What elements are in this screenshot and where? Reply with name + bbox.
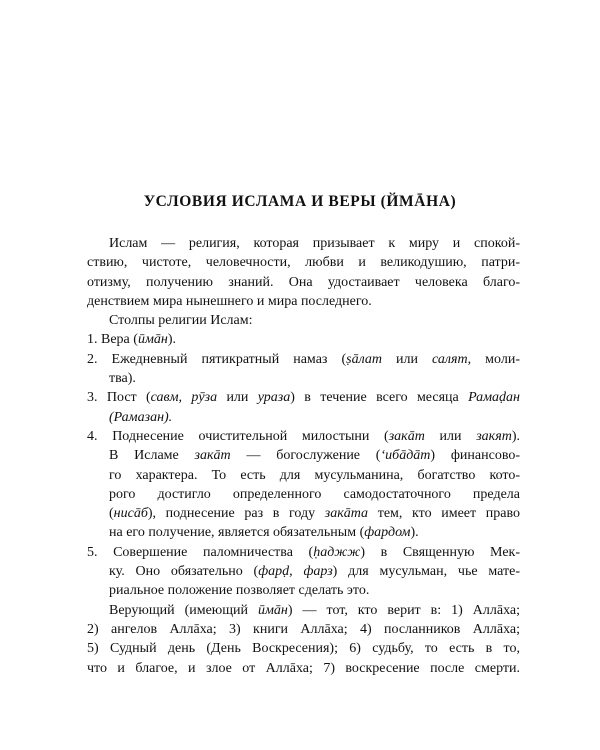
term-text: ḥаджж [313, 544, 361, 560]
pillars-intro: Столпы религии Ислам: [109, 313, 253, 329]
term-text: салят [432, 351, 468, 367]
item-text: ) в Священную Мек- [360, 544, 520, 560]
term-text: ‘ибāдāт [380, 448, 431, 464]
item-text: Верующий (имеющий [109, 602, 258, 618]
list-item-continuation: го характера. То есть для мусульманина, богатство кото- [109, 467, 520, 483]
term-text: закāта [324, 506, 369, 522]
paragraph-line: отизму, получению знаний. Она удостаивает человека благо- [87, 274, 520, 290]
list-item [87, 350, 520, 369]
item-text: ) для мусульман, чье мате- [332, 564, 520, 580]
list-item-continuation: тва). [109, 371, 136, 387]
document-body [87, 234, 520, 678]
term-text: фардом [364, 525, 411, 541]
page-title: УСЛОВИЯ ИСЛАМА И ВЕРЫ (ЙМĀНА) [143, 193, 457, 210]
list-item-continuation: рого достигло определенного самодостаточного предела [109, 486, 520, 502]
list-item-continuation: риальное положение позволяет сделать это. [109, 583, 370, 599]
item-text: 2. Ежедневный пятикратный намаз ( [87, 351, 347, 367]
item-text: на его получение, является обязательным ( [109, 525, 365, 541]
item-text: ). [410, 525, 419, 541]
paragraph-line: 5) Судный день (День Воскресения); 6) судьбу, то есть в то, [87, 641, 520, 657]
item-text: 5. Совершение паломничества ( [87, 544, 314, 560]
item-text: ( [109, 506, 114, 522]
item-text: тем, кто имеет право [368, 506, 520, 522]
paragraph-line [87, 601, 520, 620]
list-item-continuation [87, 408, 520, 427]
term-text: закят [476, 428, 512, 444]
item-text: 3. Пост ( [87, 390, 151, 406]
paragraph-line: что и благое, и злое от Аллāха; 7) воскресение после смерти. [87, 660, 520, 676]
term-text: Рамаḍан [468, 390, 520, 406]
item-text: или [381, 351, 433, 367]
list-item [87, 543, 520, 562]
item-text: 4. Поднесение очистительной милостыни ( [87, 428, 389, 444]
item-text: В Исламе [109, 448, 195, 464]
list-item-continuation [87, 523, 520, 542]
list-item [87, 427, 520, 446]
item-text: ) финансово- [430, 448, 520, 464]
item-text: ), поднесение раз в году [147, 506, 325, 522]
term-text: (Рамазан). [109, 409, 173, 425]
term-text: фарḍ, фарз [258, 564, 333, 580]
term-text: нисāб [113, 506, 148, 522]
term-text: ṣāлат [346, 351, 382, 367]
term-text: закāт [194, 448, 231, 464]
item-text: ) в течение всего месяца [290, 390, 469, 406]
item-text: ). [511, 428, 520, 444]
term-text: ūмāн [137, 332, 168, 348]
paragraph-line: денствием мира нынешнего и мира последнего. [87, 293, 372, 309]
paragraph-line: 2) ангелов Аллāха; 3) книги Аллāха; 4) посланников Аллāха; [87, 621, 520, 637]
term-text: закāт [388, 428, 425, 444]
paragraph-line: ствию, чистоте, человечности, любви и великодушию, патри- [87, 255, 520, 271]
item-text: ). [167, 332, 176, 348]
term-text: ураза [257, 390, 291, 406]
list-item [87, 330, 520, 349]
term-text: савм, рӯза [150, 390, 218, 406]
item-text: ) — тот, кто верит в: 1) Аллāха; [287, 602, 520, 618]
item-text: 1. Вера ( [87, 332, 138, 348]
paragraph-line: Ислам — религия, которая призывает к миру и спокой- [109, 236, 520, 251]
list-item-continuation [87, 446, 520, 465]
list-item-continuation [87, 562, 520, 581]
list-item [87, 388, 520, 407]
item-text: , моли- [467, 351, 520, 367]
term-text: ūмāн [258, 602, 288, 618]
item-text: ку. Оно обязательно ( [109, 564, 259, 580]
item-text: или [217, 390, 258, 406]
item-text: или [424, 428, 477, 444]
item-text: — богослужение ( [230, 448, 381, 464]
list-item-continuation [87, 504, 520, 523]
